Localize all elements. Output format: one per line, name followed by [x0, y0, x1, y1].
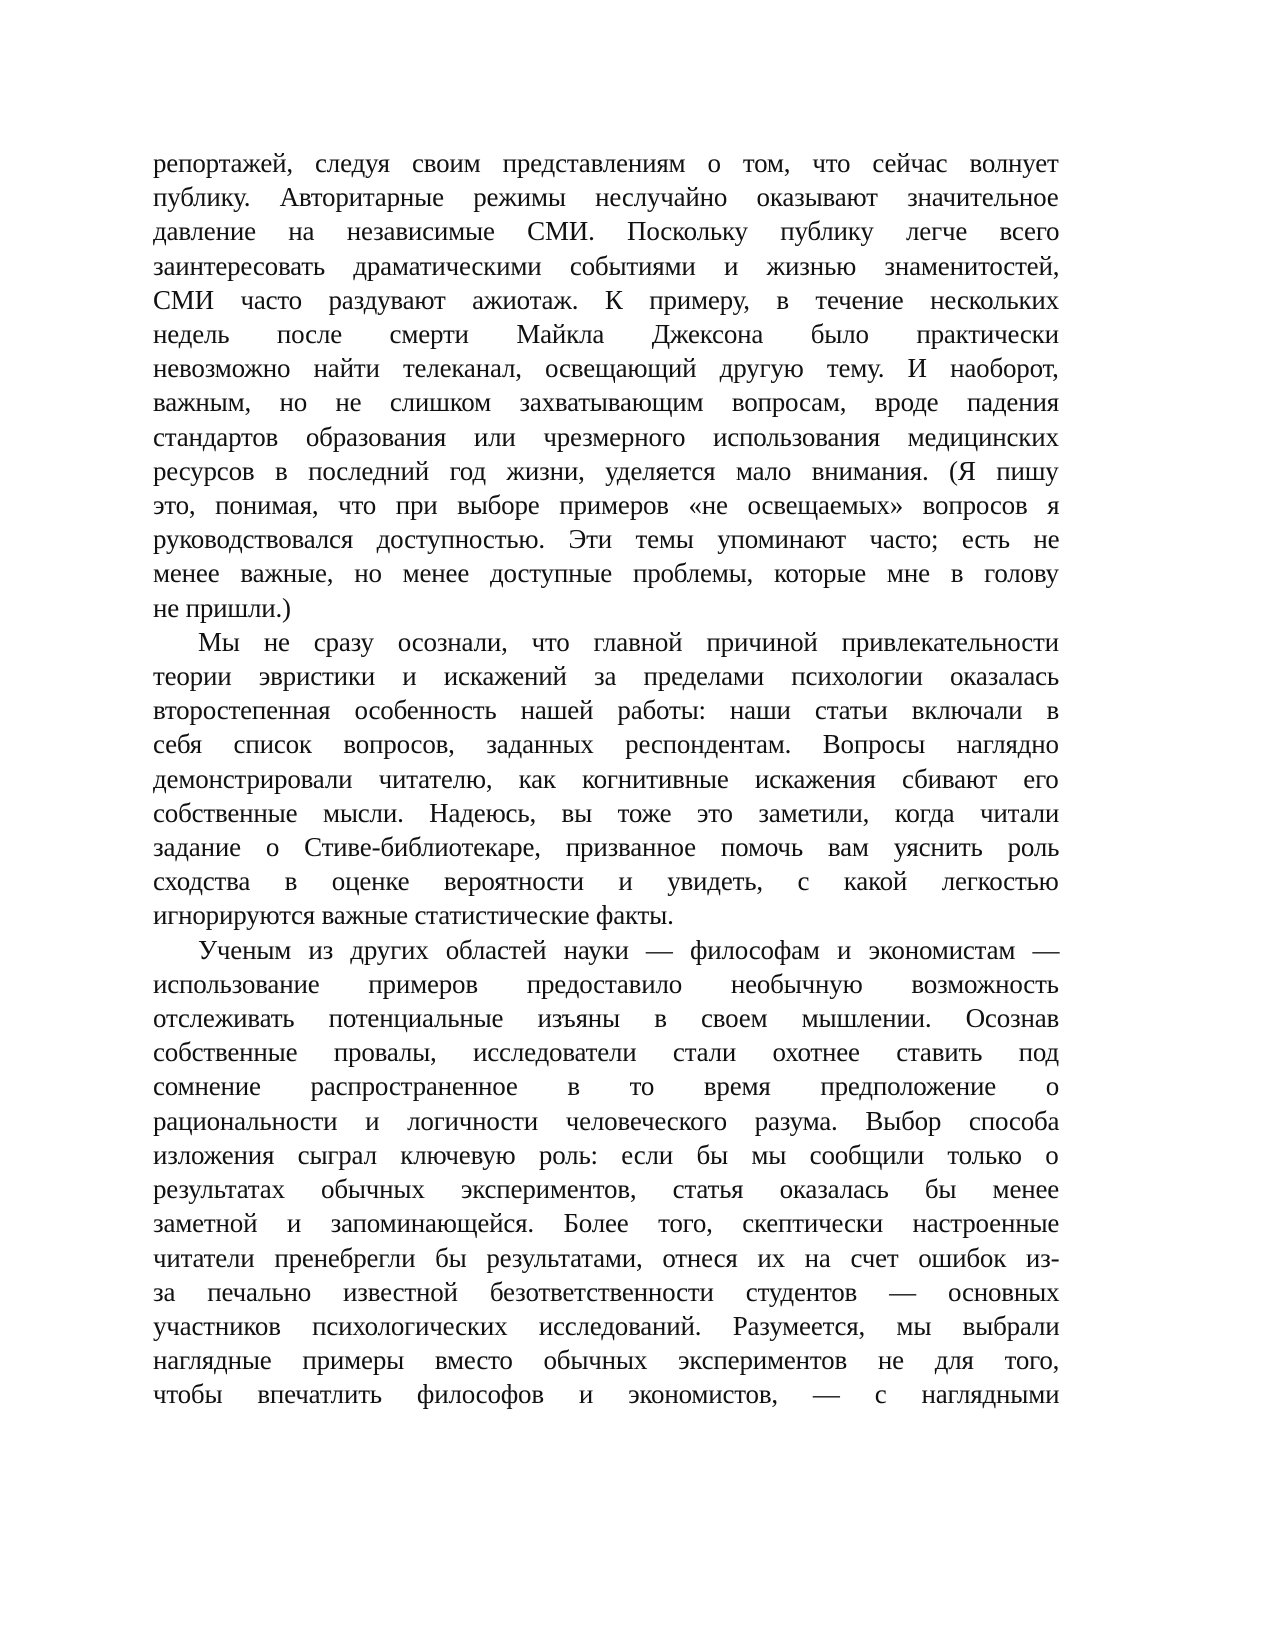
text-line: рациональности и логичности человеческого разума. Выбор способа: [153, 1105, 1060, 1136]
text-line: задание о Стиве-библиотекаре, призванное помочь вам уяснить роль: [153, 832, 1060, 863]
text-line: стандартов образования или чрезмерного использования медицинских: [153, 421, 1059, 452]
text-line: давление на независимые СМИ. Поскольку публику легче всего: [153, 216, 1060, 247]
text-line: заинтересовать драматическими событиями и жизнью знаменитостей,: [153, 250, 1060, 281]
text-line: это, понимая, что при выборе примеров «не освещаемых» вопросов я: [153, 490, 1060, 521]
text-line: важным, но не слишком захватывающим вопросам, вроде падения: [153, 387, 1059, 418]
text-line: второстепенная особенность нашей работы: наши статьи включали в: [153, 695, 1060, 726]
text-line: менее важные, но менее доступные проблемы, которые мне в голову: [153, 558, 1059, 589]
text-line: результатах обычных экспериментов, статья оказалась бы менее: [153, 1174, 1060, 1205]
document-page: [153, 146, 1059, 1412]
text-line: сомнение распространенное в то время предположение о: [153, 1071, 1060, 1102]
text-line: собственные провалы, исследователи стали охотнее ставить под: [153, 1037, 1059, 1068]
text-line: отслеживать потенциальные изъяны в своем мышлении. Осознав: [153, 1003, 1060, 1034]
text-line: ресурсов в последний год жизни, уделяется мало внимания. (Я пишу: [153, 455, 1059, 486]
text-line: наглядные примеры вместо обычных экспериментов не для того,: [153, 1345, 1060, 1376]
text-line: сходства в оценке вероятности и увидеть, с какой легкостью: [153, 866, 1059, 897]
text-line: использование примеров предоставило необычную возможность: [153, 968, 1059, 999]
text-line: читатели пренебрегли бы результатами, отнеся их на счет ошибок из-: [153, 1242, 1060, 1273]
text-line: невозможно найти телеканал, освещающий другую тему. И наоборот,: [153, 353, 1059, 384]
text-line: заметной и запоминающейся. Более того, скептически настроенные: [153, 1208, 1060, 1239]
text-line: теории эвристики и искажений за пределами психологии оказалась: [153, 661, 1060, 692]
text-line: за печально известной безответственности студентов — основных: [153, 1276, 1060, 1307]
text-line: демонстрировали читателю, как когнитивные искажения сбивают его: [153, 763, 1059, 794]
text-line: недель после смерти Майкла Джексона было практически: [153, 319, 1059, 350]
text-line: игнорируются важные статистические факты.: [153, 900, 674, 931]
text-line: СМИ часто раздувают ажиотаж. К примеру, в течение нескольких: [153, 284, 1059, 315]
text-line: чтобы впечатлить философов и экономистов, — с наглядными: [153, 1379, 1060, 1410]
text-line: не пришли.): [153, 592, 291, 623]
text-line: себя список вопросов, заданных респондентам. Вопросы наглядно: [153, 729, 1059, 760]
text-line: репортажей, следуя своим представлениям о том, что сейчас волнует: [153, 148, 1059, 178]
text-line: собственные мысли. Надеюсь, вы тоже это заметили, когда читали: [153, 797, 1060, 828]
text-line: участников психологических исследований. Разумеется, мы выбрали: [153, 1310, 1060, 1341]
text-line: Ученым из других областей науки — философам и экономистам —: [198, 934, 1060, 965]
text-line: Мы не сразу осознали, что главной причиной привлекательности: [198, 626, 1059, 657]
text-line: публику. Авторитарные режимы неслучайно оказывают значительное: [153, 182, 1059, 213]
text-line: изложения сыграл ключевую роль: если бы мы сообщили только о: [153, 1139, 1059, 1170]
text-line: руководствовался доступностью. Эти темы упоминают часто; есть не: [153, 524, 1060, 555]
